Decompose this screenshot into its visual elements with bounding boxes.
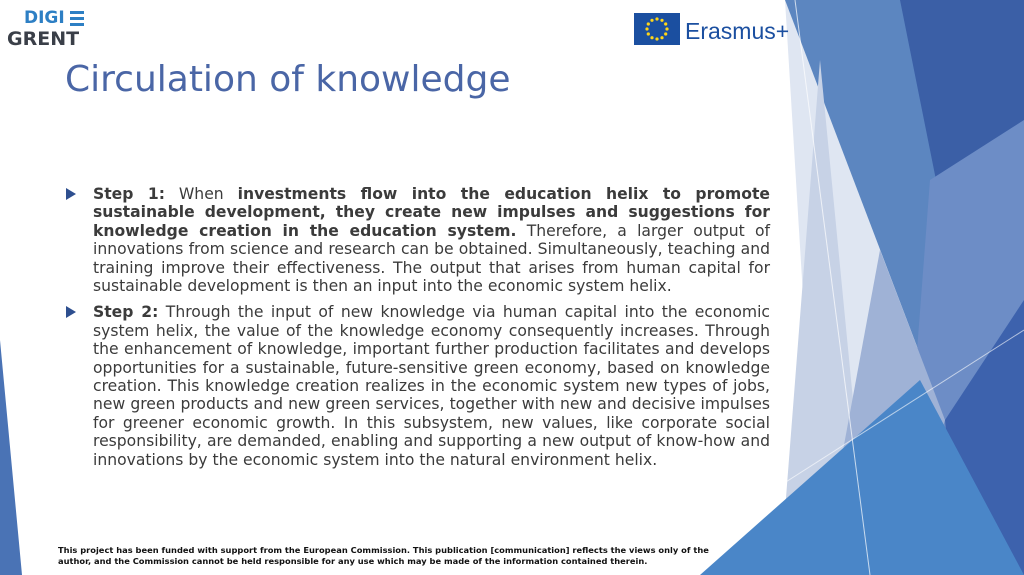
triangle-bullet-icon xyxy=(66,306,76,318)
bullet-label: Step 1: xyxy=(93,185,165,203)
bullet-segment: Therefore, a larger output of innovations from science and research can be obtained. Simultaneously, teaching and training improve their effectiveness. The output that arises from human capital for sustainable development is then an input into the economic system helix. xyxy=(93,221,771,296)
bullet-segment: Through the input of new knowledge via human capital into the economic system helix, the value of the knowledge economy consequently increases. Through the enhancement of knowledge, important further production facilitates and develops opportunities for a sustainable, future-sensitive green economy, based on knowledge creation. This knowledge creation realizes in the economic system new types of jobs, new green products and new green services, together with new and decisive impulses for greener economic growth. In this subsystem, new values, like corporate social responsibility, are demanded, enabling and supporting a new output of know-how and innovations by the economic system into the natural environment helix. xyxy=(93,303,770,469)
bullet-text xyxy=(93,185,770,295)
bullet-step-1 xyxy=(66,185,770,295)
triangle-bullet-icon xyxy=(66,188,76,200)
erasmus-logo-text: Erasmus+ xyxy=(685,18,790,44)
logo-bars-icon xyxy=(70,11,84,26)
bullet-label: Step 2: xyxy=(93,303,159,322)
eu-flag-icon xyxy=(634,13,680,45)
bullet-segment: When xyxy=(164,185,238,203)
bullet-text xyxy=(93,303,770,469)
bullet-step-2 xyxy=(66,303,770,469)
logo-bottom-text: GRENT xyxy=(7,28,80,50)
slide-content xyxy=(66,185,770,477)
logo-top-text: DIGI xyxy=(24,8,65,28)
bullet-segment-bold: investments flow into the education helix to promote sustainable development, they create new impulses and suggestions for knowledge creation in the education system. xyxy=(93,185,770,240)
digigrent-logo xyxy=(6,8,86,52)
funding-disclaimer: This project has been funded with support from the European Commission. This publication [communication] reflects the views only of the author, and the Commission cannot be held responsible for any use which may be made of the information contained therein. xyxy=(58,545,709,566)
slide-title: Circulation of knowledge xyxy=(65,59,511,100)
erasmus-logo xyxy=(634,13,789,47)
